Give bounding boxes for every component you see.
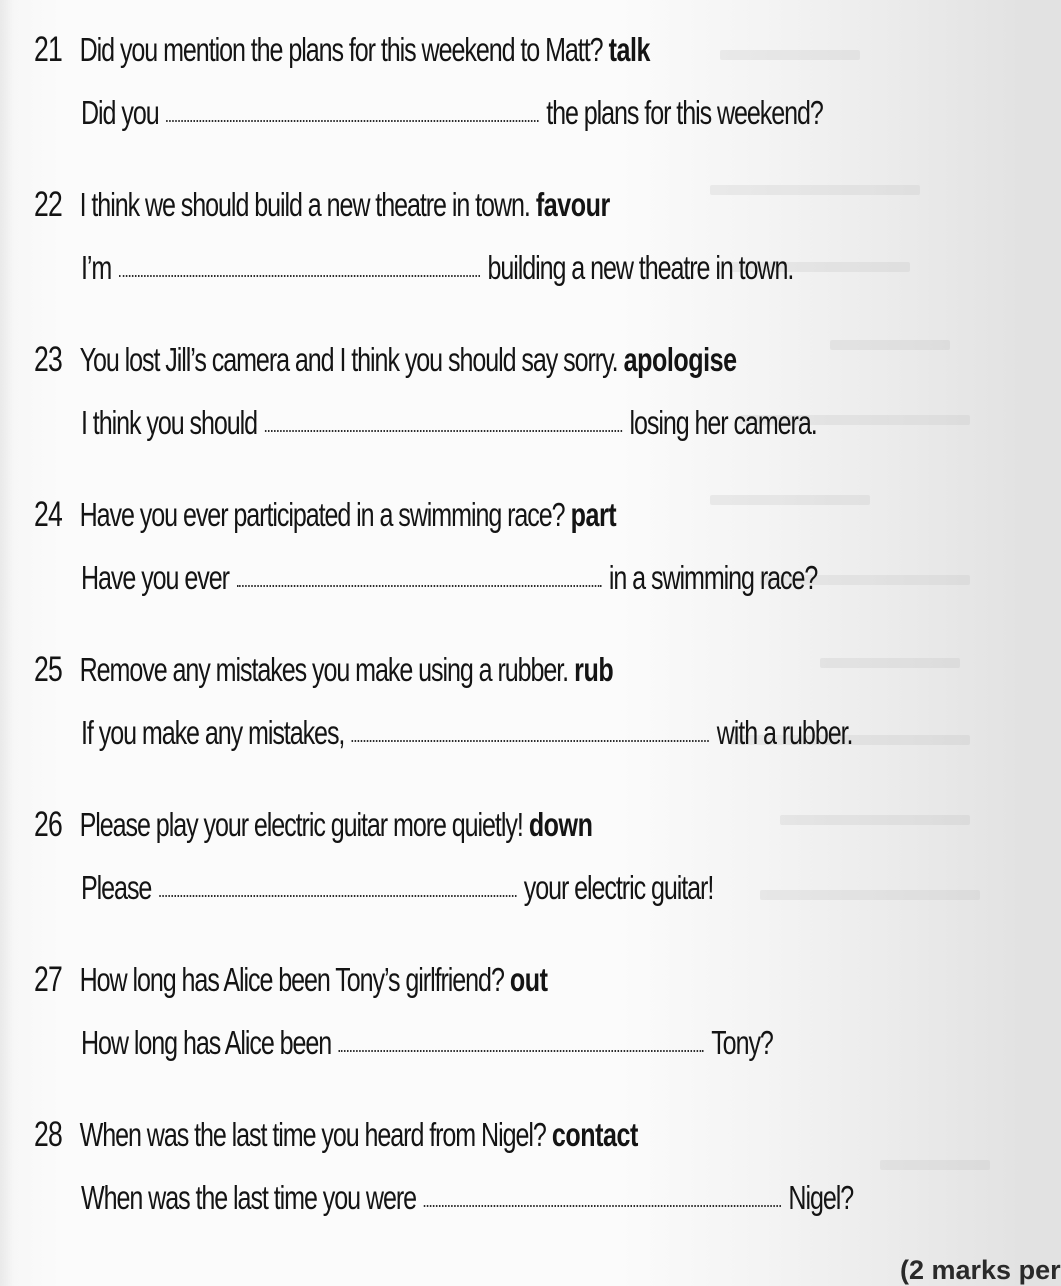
question-line [34, 960, 548, 1000]
answer-blank[interactable] [119, 273, 480, 277]
original-sentence: Have you ever participated in a swimming race? [79, 496, 565, 533]
answer-blank[interactable] [159, 893, 516, 897]
item-number: 21 [34, 30, 63, 69]
answer-blank[interactable] [166, 118, 538, 122]
answer-line [81, 559, 817, 597]
exercise-item-23 [34, 334, 1014, 489]
answer-line [81, 1179, 853, 1217]
answer-blank[interactable] [339, 1048, 704, 1052]
answer-line [81, 404, 817, 442]
exercise-item-28 [34, 1109, 1014, 1264]
answer-start: How long has Alice been [81, 1024, 332, 1061]
exercise-item-24 [34, 489, 1014, 644]
answer-start: Did you [81, 94, 159, 131]
item-number: 26 [34, 805, 63, 844]
question-line [34, 185, 610, 225]
question-line [34, 650, 613, 690]
item-number: 24 [34, 495, 63, 534]
item-number: 23 [34, 340, 63, 379]
original-sentence: Did you mention the plans for this weekend to Matt? [79, 31, 603, 68]
answer-start: I’m [81, 249, 112, 286]
item-number: 25 [34, 650, 63, 689]
question-line [34, 805, 592, 845]
answer-blank[interactable] [236, 583, 601, 587]
original-sentence: When was the last time you heard from Nigel? [79, 1116, 546, 1153]
answer-line [81, 94, 823, 132]
exercise-item-21 [34, 24, 1014, 179]
answer-line [81, 249, 793, 287]
answer-line [81, 869, 713, 907]
original-sentence: Please play your electric guitar more quietly! [79, 806, 523, 843]
answer-start: When was the last time you were [81, 1179, 417, 1216]
keyword: part [570, 496, 617, 533]
original-sentence: You lost Jill’s camera and I think you should say sorry. [79, 341, 618, 378]
exercise-item-22 [34, 179, 1014, 334]
answer-start: Please [81, 869, 152, 906]
item-number: 28 [34, 1115, 63, 1154]
answer-line [81, 1024, 773, 1062]
answer-end: with a rubber. [716, 714, 853, 751]
answer-blank[interactable] [424, 1203, 781, 1207]
marks-note: (2 marks per [900, 1255, 1061, 1285]
question-line [34, 30, 650, 70]
question-line [34, 1115, 638, 1155]
answer-end: losing her camera. [629, 404, 817, 441]
answer-start: Have you ever [81, 559, 229, 596]
original-sentence: I think we should build a new theatre in town. [79, 186, 530, 223]
answer-end: Nigel? [788, 1179, 854, 1216]
keyword: talk [608, 31, 650, 68]
keyword: favour [535, 186, 610, 223]
keyword: rub [574, 651, 614, 688]
original-sentence: Remove any mistakes you make using a rubber. [79, 651, 569, 688]
transformation-exercise [34, 24, 1014, 1264]
question-line [34, 495, 616, 535]
item-number: 22 [34, 185, 63, 224]
answer-end: your electric guitar! [523, 869, 714, 906]
answer-line [81, 714, 852, 752]
item-number: 27 [34, 960, 63, 999]
answer-blank[interactable] [352, 738, 709, 742]
keyword: out [509, 961, 548, 998]
keyword: down [528, 806, 593, 843]
answer-end: in a swimming race? [608, 559, 818, 596]
exercise-item-26 [34, 799, 1014, 954]
question-line [34, 340, 737, 380]
answer-start: If you make any mistakes, [81, 714, 345, 751]
keyword: contact [551, 1116, 638, 1153]
exercise-item-27 [34, 954, 1014, 1109]
answer-end: building a new theatre in town. [487, 249, 794, 286]
answer-end: Tony? [711, 1024, 773, 1061]
keyword: apologise [623, 341, 737, 378]
answer-blank[interactable] [265, 428, 622, 432]
answer-end: the plans for this weekend? [546, 94, 823, 131]
exercise-item-25 [34, 644, 1014, 799]
original-sentence: How long has Alice been Tony’s girlfriend? [79, 961, 504, 998]
answer-start: I think you should [81, 404, 258, 441]
